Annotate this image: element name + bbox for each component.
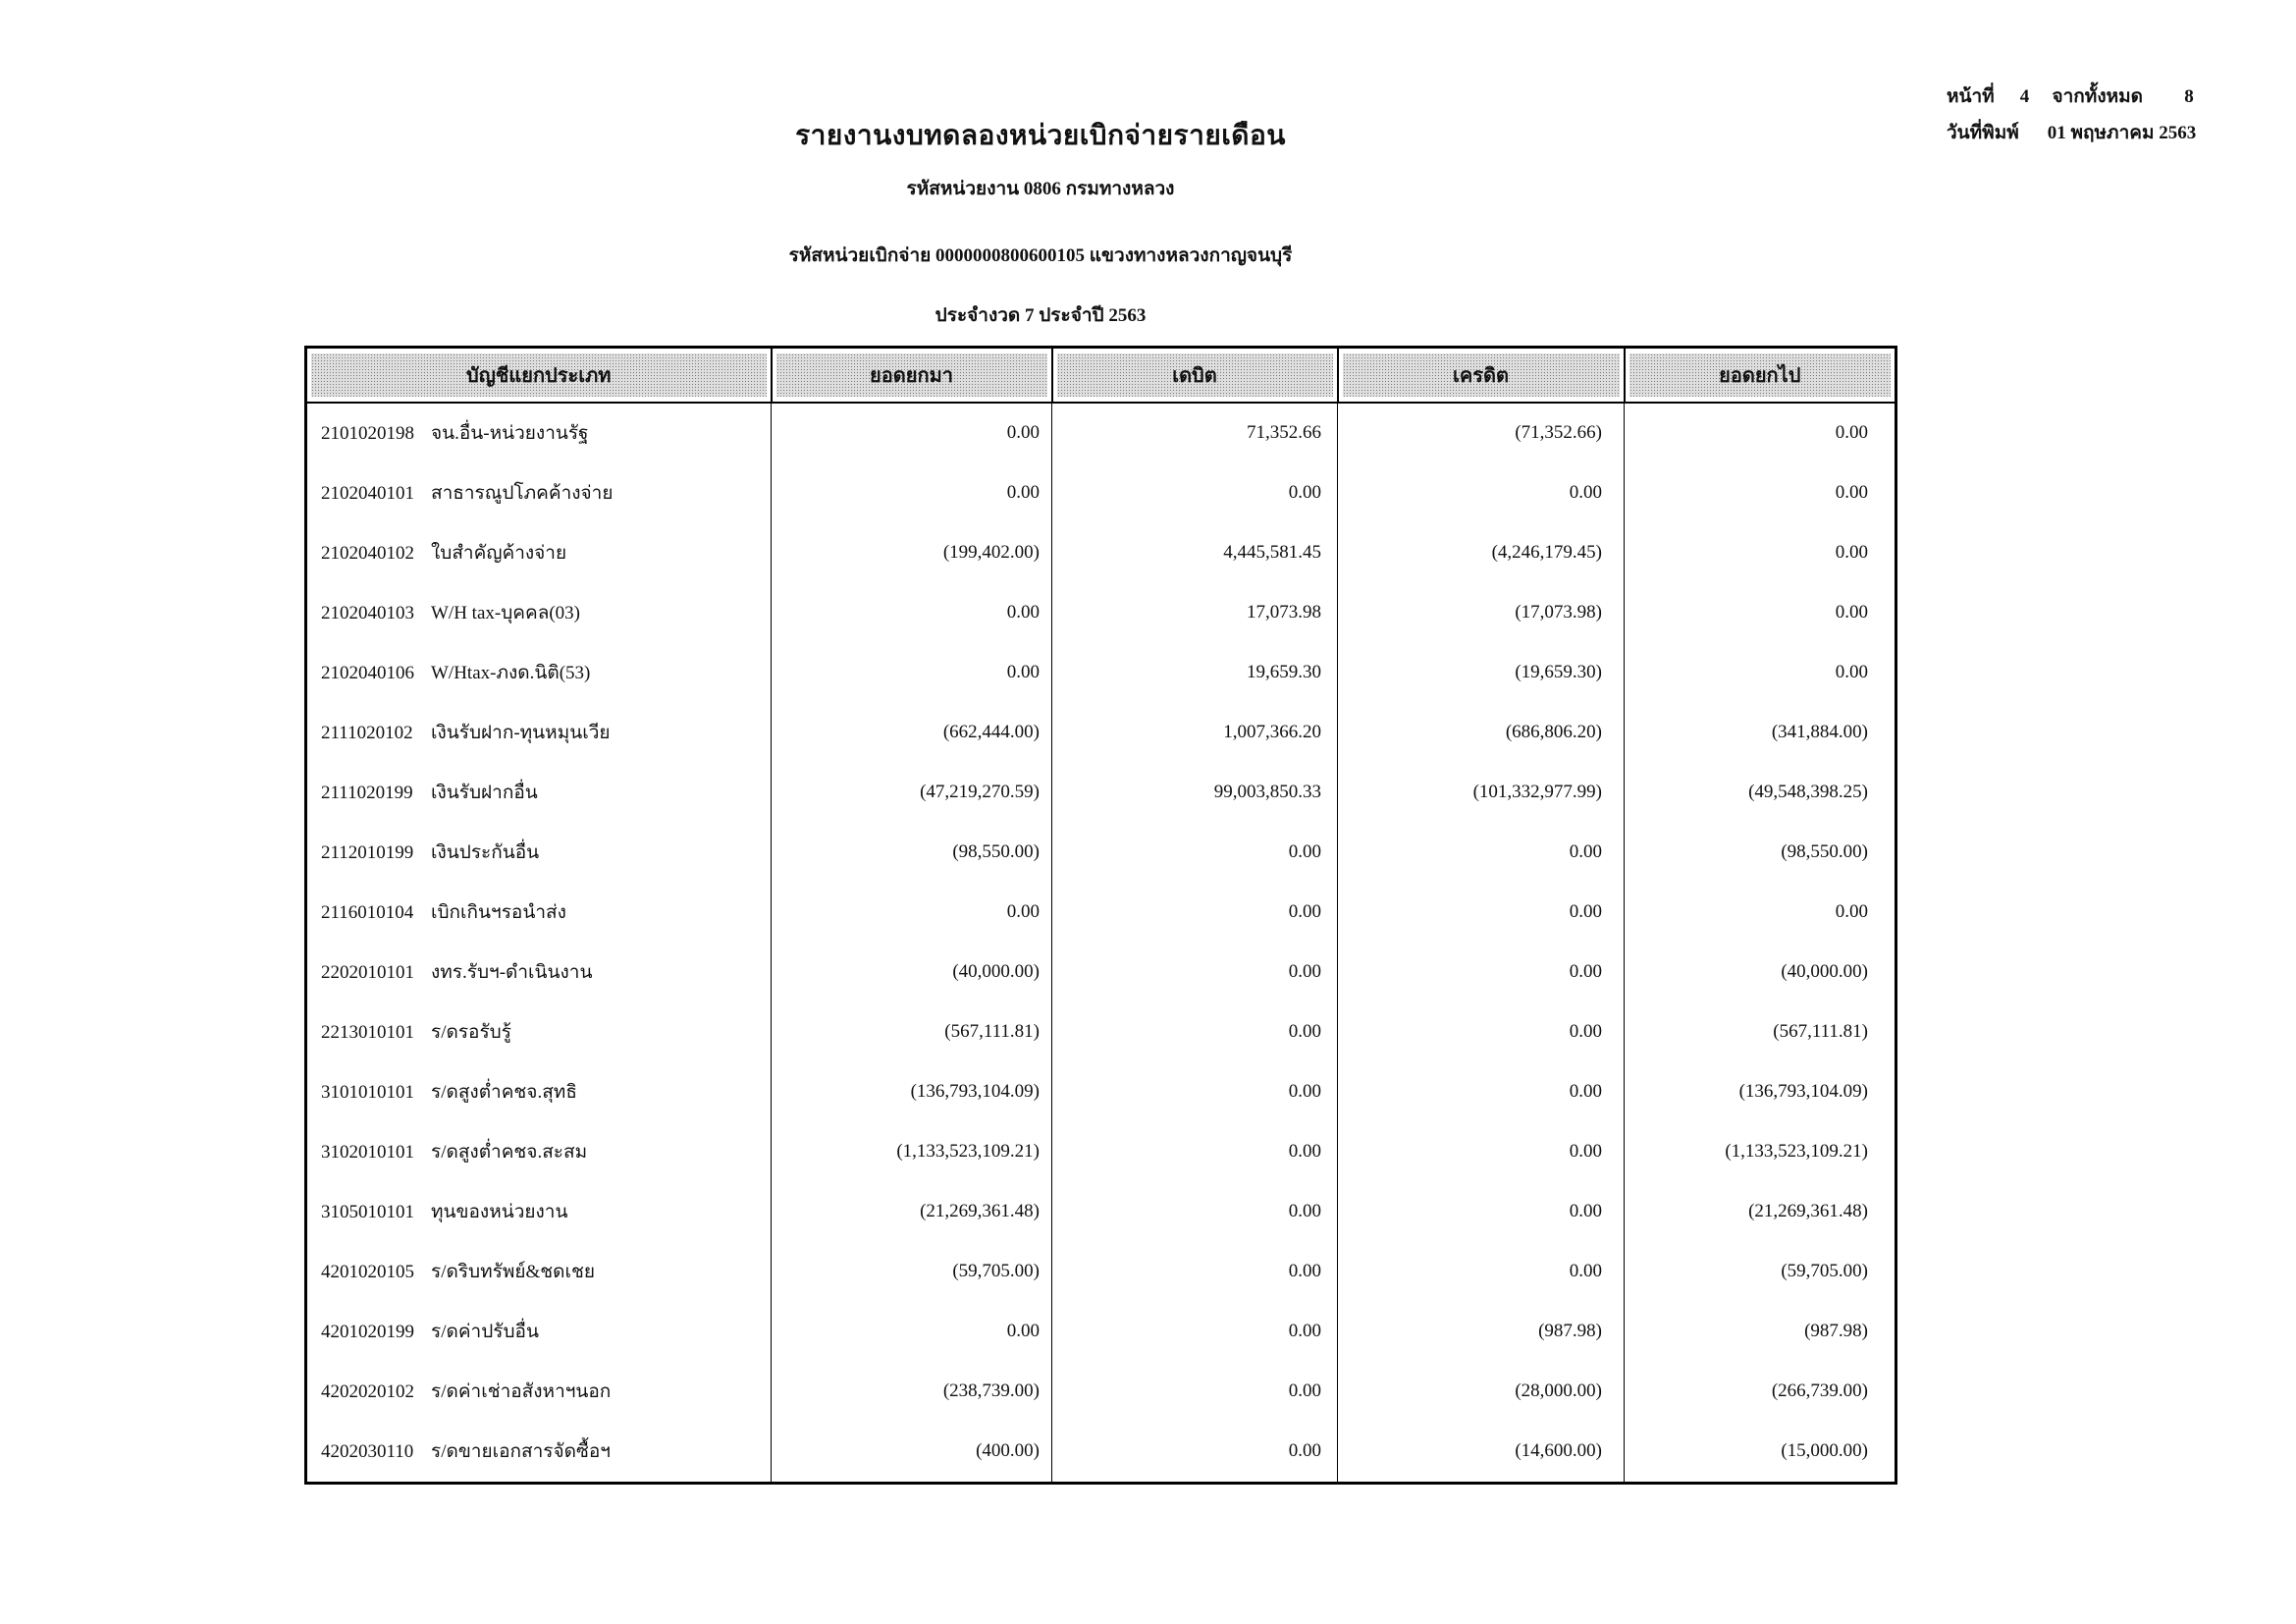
print-date: 01 พฤษภาคม 2563 <box>2047 123 2197 143</box>
header-debit: เดบิต <box>1052 348 1338 403</box>
account-name: ร/ดสูงต่ำคชจ.สะสม <box>431 1142 588 1163</box>
account-cell <box>306 1062 772 1122</box>
account-code: 4202030110 <box>321 1441 414 1462</box>
account-code: 2213010101 <box>321 1022 414 1043</box>
debit-amount: 4,445,581.45 <box>1052 523 1338 583</box>
brought-forward-amount: 0.00 <box>772 643 1052 703</box>
disbursement-unit-line: รหัสหน่วยเบิกจ่าย 0000000800600105 แขวงทางหลวงกาญจนบุรี <box>788 245 1293 266</box>
account-name: ร/ดค่าเช่าอสังหาฯนอก <box>431 1381 612 1402</box>
table-row <box>306 823 1896 883</box>
table-row <box>306 763 1896 823</box>
trial-balance-table <box>304 346 1897 1485</box>
carried-forward-amount: (266,739.00) <box>1625 1362 1896 1422</box>
account-code: 4201020105 <box>321 1262 414 1282</box>
credit-amount: 0.00 <box>1338 823 1625 883</box>
table-row <box>306 1422 1896 1484</box>
table-row <box>306 523 1896 583</box>
account-cell <box>306 523 772 583</box>
credit-amount: 0.00 <box>1338 463 1625 523</box>
period-line: ประจำงวด 7 ประจำปี 2563 <box>934 305 1147 326</box>
account-cell <box>306 1122 772 1182</box>
table-row <box>306 1362 1896 1422</box>
of-label: จากทั้งหมด <box>2052 86 2143 107</box>
account-name: เงินประกันอื่น <box>431 842 540 863</box>
debit-amount: 19,659.30 <box>1052 643 1338 703</box>
account-code: 4202020102 <box>321 1381 414 1402</box>
account-code: 3102010101 <box>321 1142 414 1163</box>
document-header <box>304 114 1777 330</box>
table-row <box>306 703 1896 763</box>
carried-forward-amount: (15,000.00) <box>1625 1422 1896 1484</box>
carried-forward-amount: (49,548,398.25) <box>1625 763 1896 823</box>
account-name: ร/ดขายเอกสารจัดซื้อฯ <box>431 1441 611 1462</box>
brought-forward-amount: 0.00 <box>772 463 1052 523</box>
account-name: W/H tax-บุคคล(03) <box>431 603 580 623</box>
account-code: 2102040103 <box>321 603 414 623</box>
account-name: เงินรับฝาก-ทุนหมุนเวีย <box>431 723 611 743</box>
account-cell <box>306 823 772 883</box>
table-row <box>306 1122 1896 1182</box>
account-cell <box>306 943 772 1002</box>
account-name: ร/ดรอรับรู้ <box>431 1022 511 1043</box>
brought-forward-amount: (662,444.00) <box>772 703 1052 763</box>
carried-forward-amount: 0.00 <box>1625 883 1896 943</box>
account-cell <box>306 583 772 643</box>
table-row <box>306 1242 1896 1302</box>
account-name: ใบสำคัญค้างจ่าย <box>431 543 567 564</box>
account-cell <box>306 1182 772 1242</box>
debit-amount: 71,352.66 <box>1052 403 1338 463</box>
print-date-label: วันที่พิมพ์ <box>1947 123 2019 143</box>
account-code: 2111020199 <box>321 783 413 803</box>
account-code: 2202010101 <box>321 962 414 983</box>
table-row <box>306 403 1896 463</box>
carried-forward-amount: (987.98) <box>1625 1302 1896 1362</box>
page-info <box>1947 79 2196 151</box>
credit-amount: (14,600.00) <box>1338 1422 1625 1484</box>
table-header <box>306 348 1896 403</box>
page-number: 4 <box>2019 86 2030 107</box>
credit-amount: (4,246,179.45) <box>1338 523 1625 583</box>
account-cell <box>306 883 772 943</box>
carried-forward-amount: (136,793,104.09) <box>1625 1062 1896 1122</box>
account-cell <box>306 403 772 463</box>
account-code: 2102040101 <box>321 483 414 504</box>
account-name: สาธารณูปโภคค้างจ่าย <box>431 483 614 504</box>
carried-forward-amount: 0.00 <box>1625 463 1896 523</box>
credit-amount: 0.00 <box>1338 1062 1625 1122</box>
credit-amount: 0.00 <box>1338 1182 1625 1242</box>
credit-amount: (686,806.20) <box>1338 703 1625 763</box>
debit-amount: 0.00 <box>1052 1122 1338 1182</box>
brought-forward-amount: (21,269,361.48) <box>772 1182 1052 1242</box>
account-name: ร/ดค่าปรับอื่น <box>431 1322 539 1342</box>
account-cell <box>306 463 772 523</box>
account-code: 3101010101 <box>321 1082 414 1103</box>
table-row <box>306 883 1896 943</box>
credit-amount: 0.00 <box>1338 1002 1625 1062</box>
credit-amount: (19,659.30) <box>1338 643 1625 703</box>
table-row <box>306 583 1896 643</box>
brought-forward-amount: (59,705.00) <box>772 1242 1052 1302</box>
credit-amount: (28,000.00) <box>1338 1362 1625 1422</box>
table-row <box>306 1002 1896 1062</box>
account-name: ร/ดริบทรัพย์&ชดเชย <box>431 1262 596 1282</box>
debit-amount: 17,073.98 <box>1052 583 1338 643</box>
account-cell <box>306 643 772 703</box>
brought-forward-amount: (199,402.00) <box>772 523 1052 583</box>
account-code: 2101020198 <box>321 423 414 444</box>
account-cell <box>306 1422 772 1484</box>
table-row <box>306 1182 1896 1242</box>
brought-forward-amount: (40,000.00) <box>772 943 1052 1002</box>
account-name: เงินรับฝากอื่น <box>431 783 538 803</box>
carried-forward-amount: 0.00 <box>1625 403 1896 463</box>
debit-amount: 0.00 <box>1052 823 1338 883</box>
carried-forward-amount: (567,111.81) <box>1625 1002 1896 1062</box>
account-cell <box>306 1362 772 1422</box>
account-code: 2112010199 <box>321 842 414 863</box>
header-carried-forward: ยอดยกไป <box>1625 348 1896 403</box>
debit-amount: 0.00 <box>1052 1362 1338 1422</box>
report-title: รายงานงบทดลองหน่วยเบิกจ่ายรายเดือน <box>795 121 1286 151</box>
carried-forward-amount: (40,000.00) <box>1625 943 1896 1002</box>
carried-forward-amount: 0.00 <box>1625 523 1896 583</box>
carried-forward-amount: (98,550.00) <box>1625 823 1896 883</box>
total-pages: 8 <box>2184 86 2194 107</box>
brought-forward-amount: 0.00 <box>772 403 1052 463</box>
brought-forward-amount: (567,111.81) <box>772 1002 1052 1062</box>
credit-amount: 0.00 <box>1338 883 1625 943</box>
header-ledger-account: บัญชีแยกประเภท <box>306 348 772 403</box>
account-code: 4201020199 <box>321 1322 414 1342</box>
account-name: งทร.รับฯ-ดำเนินงาน <box>431 962 593 983</box>
header-brought-forward: ยอดยกมา <box>772 348 1052 403</box>
account-name: W/Htax-ภงด.นิติ(53) <box>431 663 591 683</box>
account-cell <box>306 1302 772 1362</box>
debit-amount: 0.00 <box>1052 463 1338 523</box>
debit-amount: 0.00 <box>1052 1242 1338 1302</box>
account-code: 2102040106 <box>321 663 414 683</box>
credit-amount: 0.00 <box>1338 1122 1625 1182</box>
carried-forward-amount: (1,133,523,109.21) <box>1625 1122 1896 1182</box>
debit-amount: 0.00 <box>1052 1302 1338 1362</box>
header-row <box>306 348 1896 403</box>
account-code: 2116010104 <box>321 902 414 923</box>
credit-amount: 0.00 <box>1338 943 1625 1002</box>
brought-forward-amount: (98,550.00) <box>772 823 1052 883</box>
debit-amount: 0.00 <box>1052 1182 1338 1242</box>
debit-amount: 0.00 <box>1052 1422 1338 1484</box>
account-name: ร/ดสูงต่ำคชจ.สุทธิ <box>431 1082 577 1103</box>
brought-forward-amount: (400.00) <box>772 1422 1052 1484</box>
credit-amount: (71,352.66) <box>1338 403 1625 463</box>
table-row <box>306 1062 1896 1122</box>
carried-forward-amount: (21,269,361.48) <box>1625 1182 1896 1242</box>
carried-forward-amount: 0.00 <box>1625 643 1896 703</box>
credit-amount: (101,332,977.99) <box>1338 763 1625 823</box>
table-row <box>306 643 1896 703</box>
account-cell <box>306 703 772 763</box>
page-number-line <box>1947 79 2196 115</box>
credit-amount: (17,073.98) <box>1338 583 1625 643</box>
debit-amount: 0.00 <box>1052 1002 1338 1062</box>
debit-amount: 0.00 <box>1052 943 1338 1002</box>
brought-forward-amount: (1,133,523,109.21) <box>772 1122 1052 1182</box>
account-cell <box>306 1242 772 1302</box>
account-cell <box>306 1002 772 1062</box>
header-credit: เครดิต <box>1338 348 1625 403</box>
account-code: 2111020102 <box>321 723 413 743</box>
brought-forward-amount: (238,739.00) <box>772 1362 1052 1422</box>
account-name: เบิกเกินฯรอนำส่ง <box>431 902 566 923</box>
carried-forward-amount: (59,705.00) <box>1625 1242 1896 1302</box>
account-code: 3105010101 <box>321 1202 414 1222</box>
account-name: ทุนของหน่วยงาน <box>431 1202 568 1222</box>
credit-amount: 0.00 <box>1338 1242 1625 1302</box>
brought-forward-amount: 0.00 <box>772 1302 1052 1362</box>
carried-forward-amount: 0.00 <box>1625 583 1896 643</box>
brought-forward-amount: 0.00 <box>772 883 1052 943</box>
debit-amount: 1,007,366.20 <box>1052 703 1338 763</box>
page-label: หน้าที่ <box>1947 86 1995 107</box>
credit-amount: (987.98) <box>1338 1302 1625 1362</box>
carried-forward-amount: (341,884.00) <box>1625 703 1896 763</box>
account-name: จน.อื่น-หน่วยงานรัฐ <box>431 423 589 444</box>
table-row <box>306 943 1896 1002</box>
debit-amount: 99,003,850.33 <box>1052 763 1338 823</box>
brought-forward-amount: (136,793,104.09) <box>772 1062 1052 1122</box>
agency-code-line: รหัสหน่วยงาน 0806 กรมทางหลวง <box>906 179 1175 199</box>
account-code: 2102040102 <box>321 543 414 564</box>
table-row <box>306 463 1896 523</box>
brought-forward-amount: 0.00 <box>772 583 1052 643</box>
table-body <box>306 403 1896 1484</box>
debit-amount: 0.00 <box>1052 1062 1338 1122</box>
debit-amount: 0.00 <box>1052 883 1338 943</box>
print-date-line <box>1947 115 2196 151</box>
table-row <box>306 1302 1896 1362</box>
account-cell <box>306 763 772 823</box>
brought-forward-amount: (47,219,270.59) <box>772 763 1052 823</box>
